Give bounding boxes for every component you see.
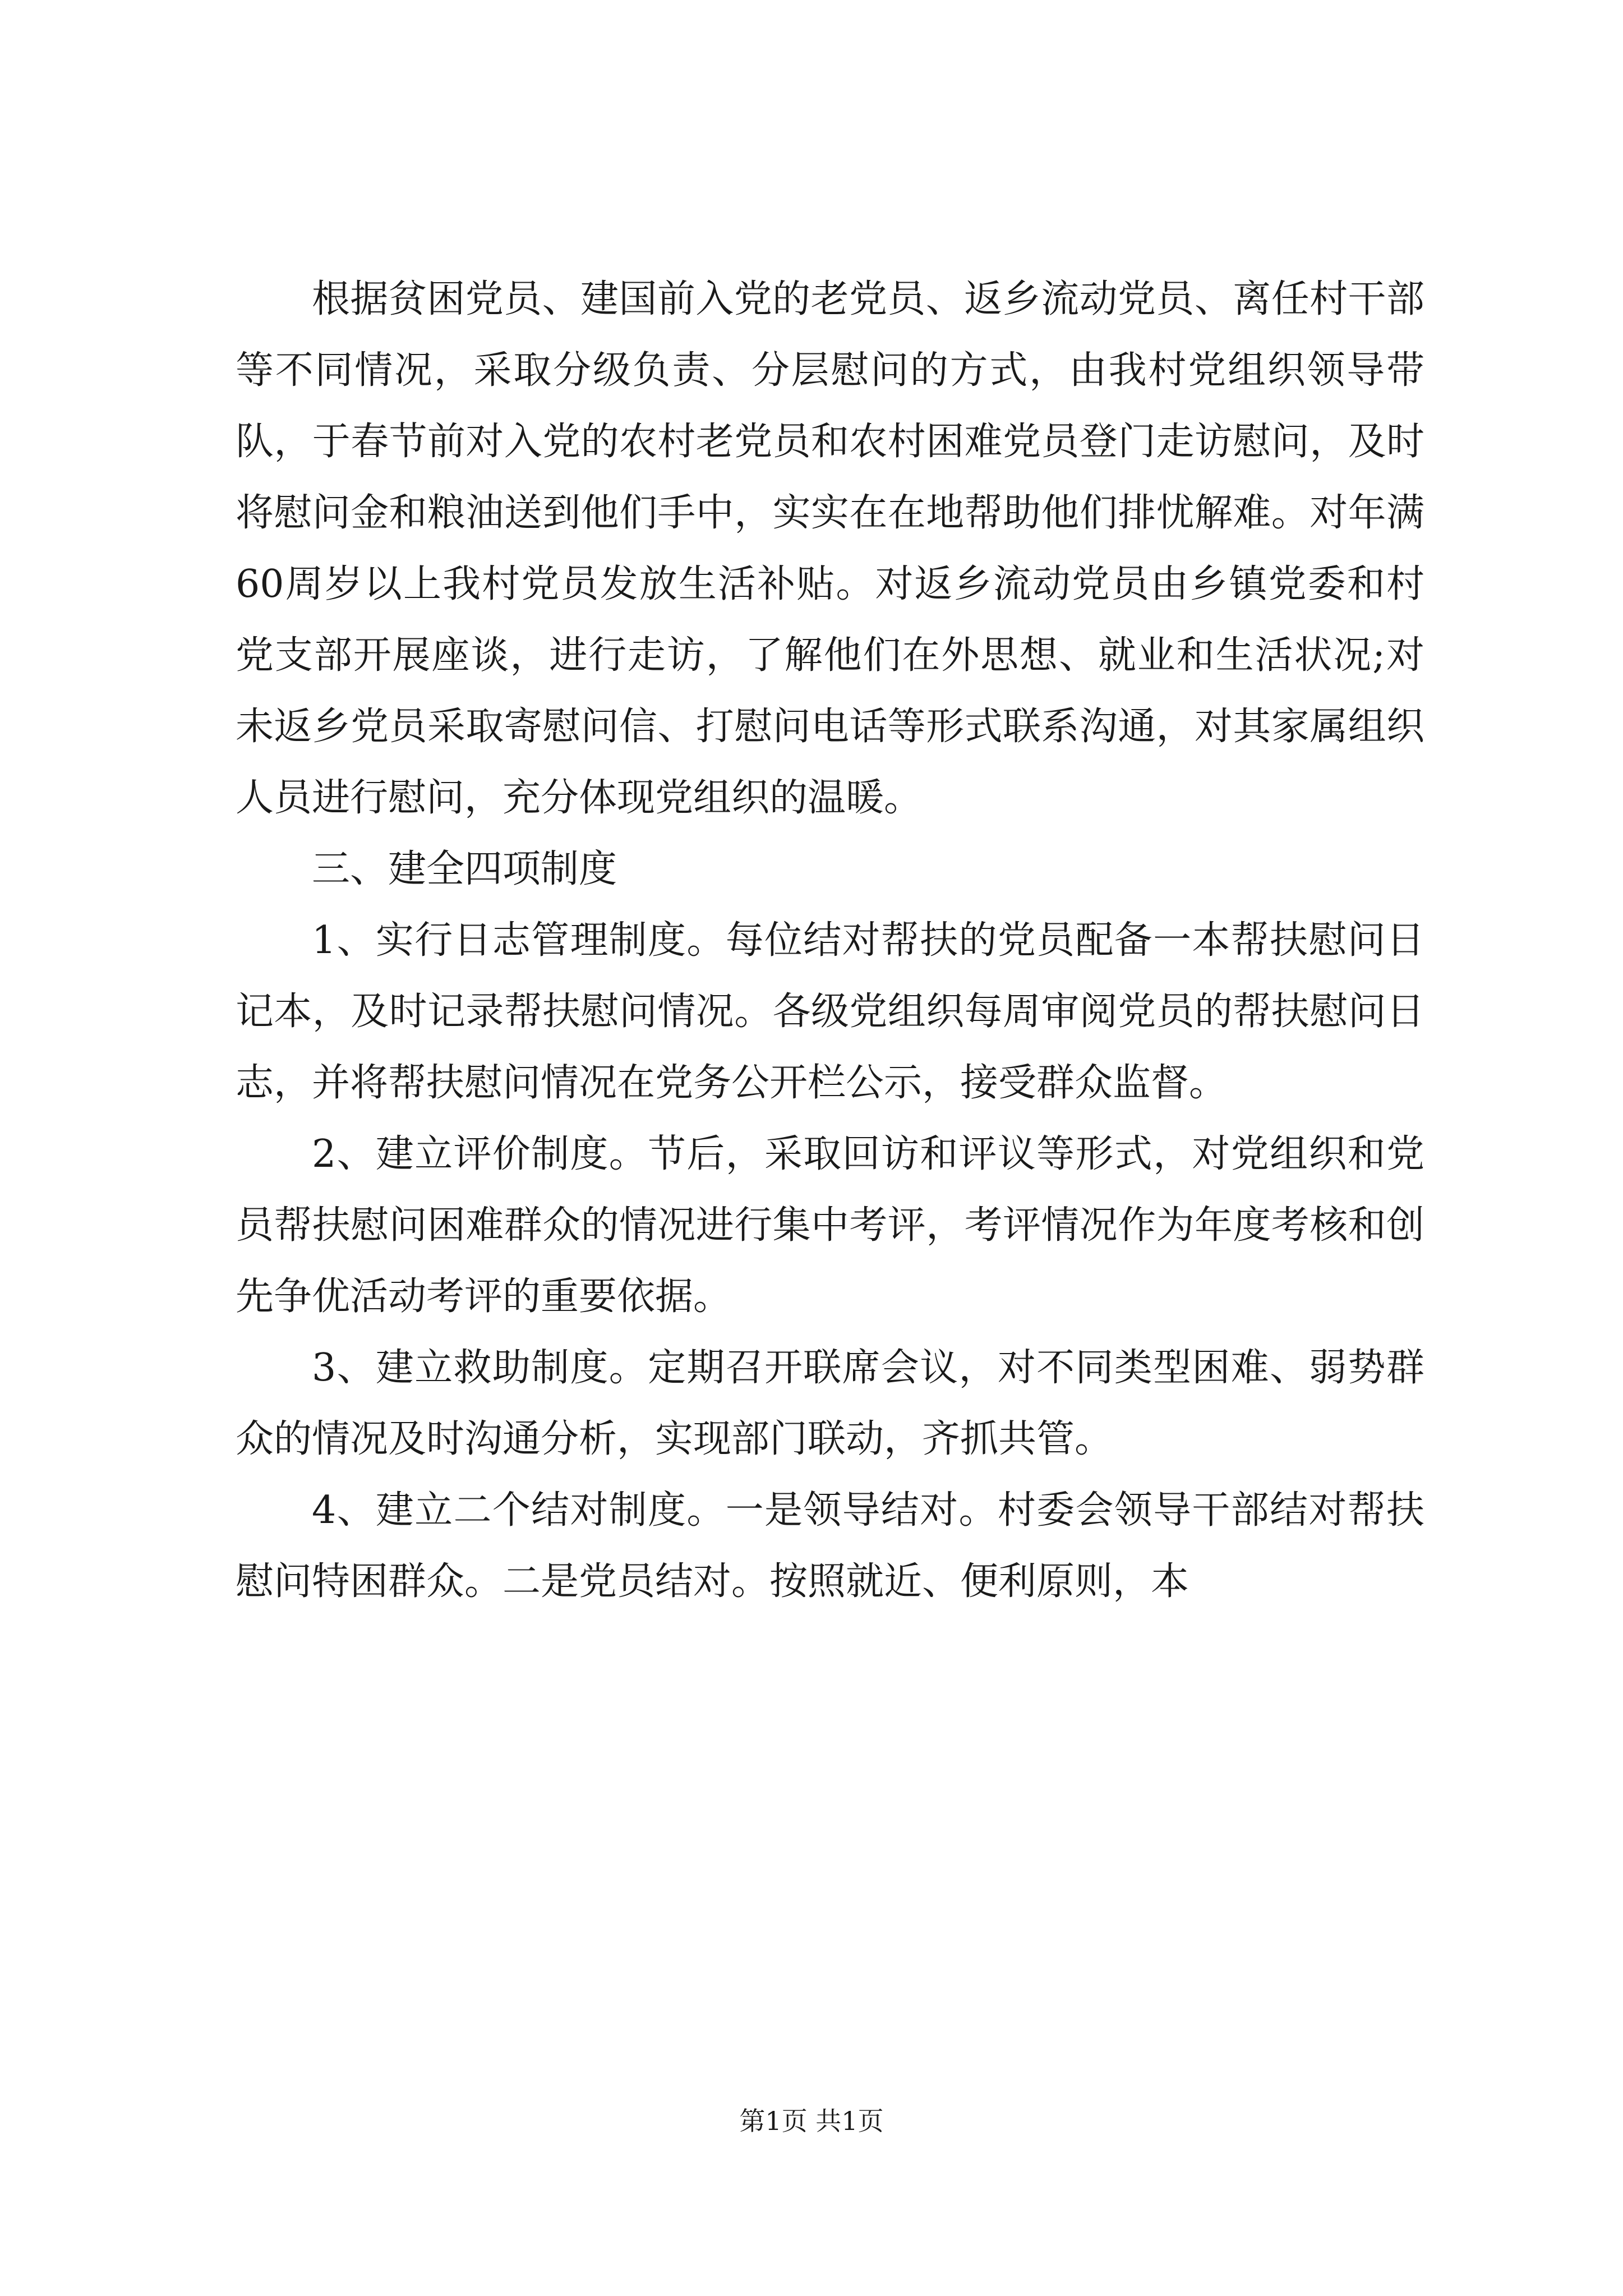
section-heading-four-systems: 三、建全四项制度 — [312, 847, 617, 891]
paragraph-relief-system: 3、建立救助制度。定期召开联席会议，对不同类型困难、弱势群众的情况及时沟通分析，实现部门联动，齐抓共管。 — [236, 1346, 1424, 1461]
page-footer: 第1页 共1页 — [739, 2106, 884, 2136]
paragraph-visiting-party-members: 根据贫困党员、建国前入党的老党员、返乡流动党员、离任村干部等不同情况，采取分级负责、分层慰问的方式，由我村党组织领导带队，于春节前对入党的农村老党员和农村困难党员登门走访慰问，及时将慰问金和粮油送到他们手中，实实在在地帮助他们排忧解难。对年满60周岁以上我村党员发放生活补贴。对返乡流动党员由乡镇党委和村党支部开展座谈，进行走访，了解他们在外思想、就业和生活状况;对未返乡党员采取寄慰问信、打慰问电话等形式联系沟通，对其家属组织人员进行慰问，充分体现党组织的温暖。 — [236, 277, 1424, 820]
document-body — [236, 264, 1424, 1617]
paragraph-evaluation-system: 2、建立评价制度。节后，采取回访和评议等形式，对党组织和党员帮扶慰问困难群众的情况进行集中考评，考评情况作为年度考核和创先争优活动考评的重要依据。 — [236, 1132, 1424, 1319]
paragraph-pairing-system: 4、建立二个结对制度。一是领导结对。村委会领导干部结对帮扶慰问特困群众。二是党员结对。按照就近、便利原则，本 — [236, 1488, 1424, 1604]
paragraph-log-management-system: 1、实行日志管理制度。每位结对帮扶的党员配备一本帮扶慰问日记本，及时记录帮扶慰问情况。各级党组织每周审阅党员的帮扶慰问日志，并将帮扶慰问情况在党务公开栏公示，接受群众监督。 — [236, 918, 1424, 1105]
